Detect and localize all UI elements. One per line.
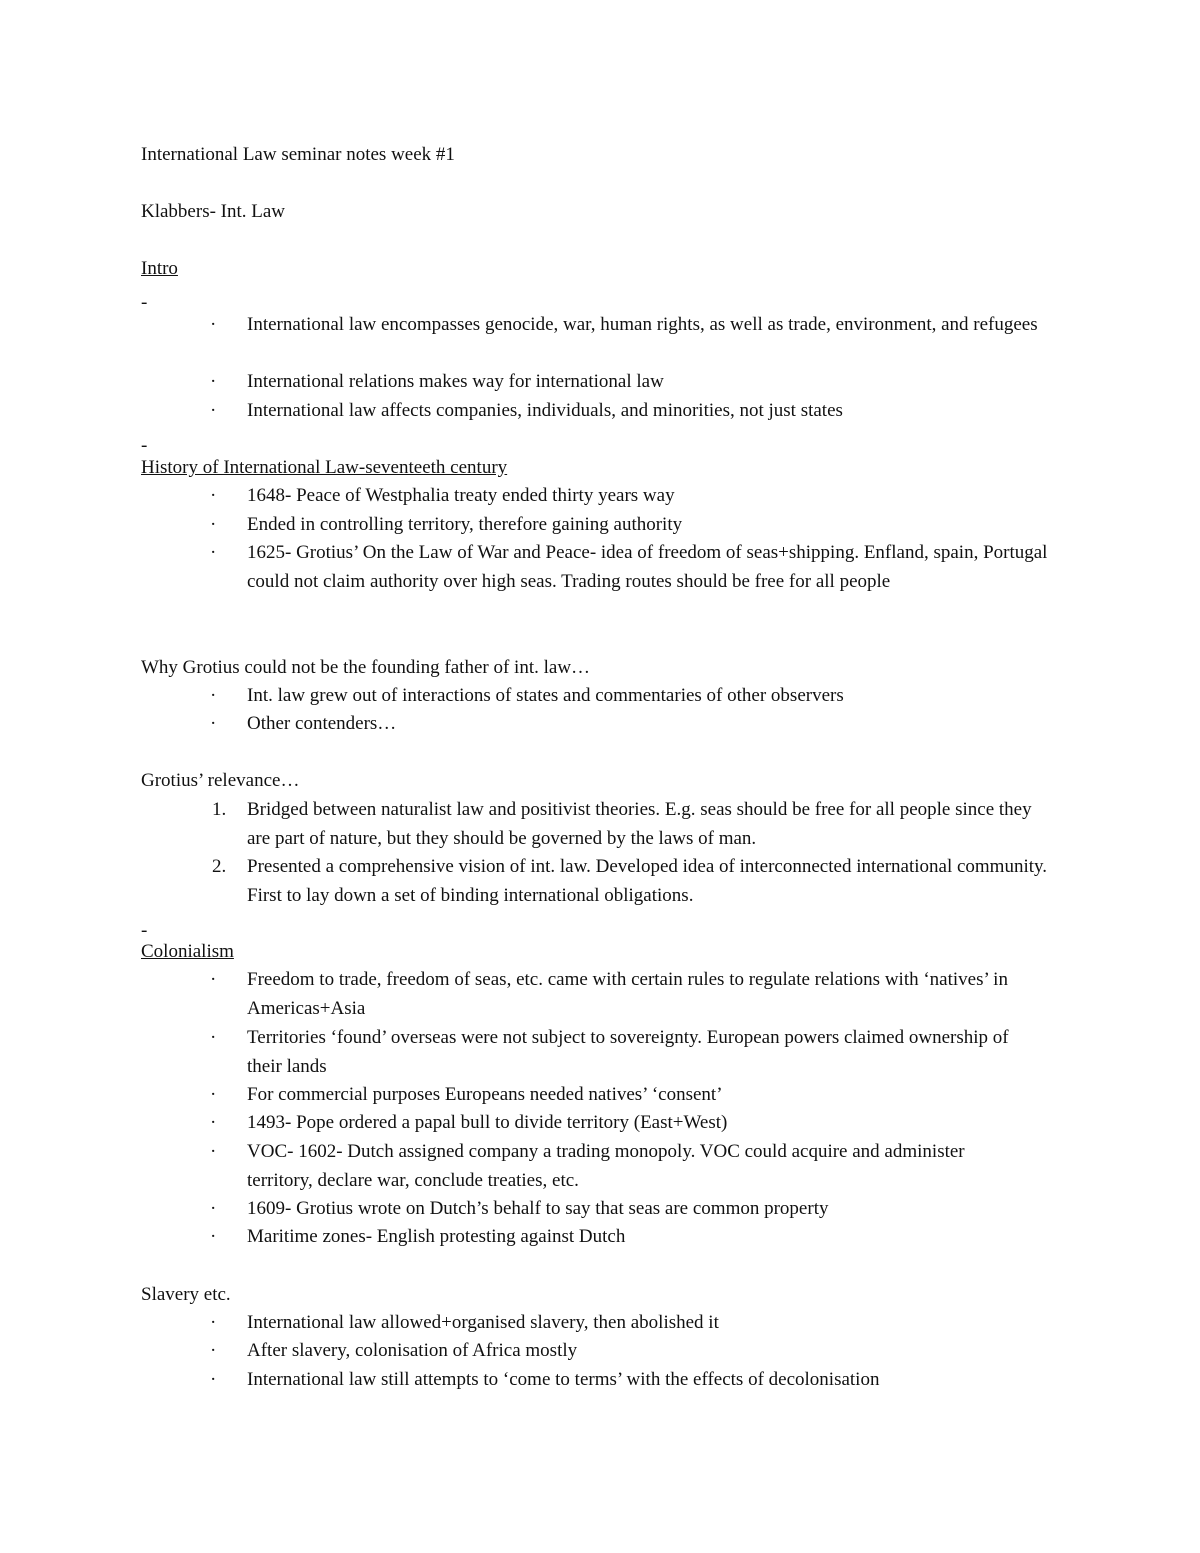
list-item: Ended in controlling territory, therefore gaining authority <box>247 514 683 535</box>
colonialism-dash: - <box>141 920 148 941</box>
list-item: After slavery, colonisation of Africa mostly <box>247 1340 578 1361</box>
list-item: Freedom to trade, freedom of seas, etc. came with certain rules to regulate relations with ‘natives’ in Americas+Asia <box>247 969 1008 1019</box>
list-item: 1493- Pope ordered a papal bull to divide territory (East+West) <box>247 1112 728 1133</box>
list-item: VOC- 1602- Dutch assigned company a trading monopoly. VOC could acquire and administer territory, declare war, conclude treaties, etc. <box>247 1141 965 1191</box>
bullet-icon: · <box>210 1340 217 1361</box>
list-number: 1. <box>212 799 227 820</box>
bullet-icon: · <box>210 1112 217 1133</box>
list-item: 1625- Grotius’ On the Law of War and Peace- idea of freedom of seas+shipping. Enfland, spain, Portugal could not claim authority over high seas. Trading routes should be free for all people <box>247 542 1048 592</box>
bullet-icon: · <box>210 713 217 734</box>
bullet-icon: · <box>210 371 217 392</box>
bullet-icon: · <box>210 1369 217 1390</box>
list-item: International law encompasses genocide, war, human rights, as well as trade, environment, and refugees <box>247 314 1038 335</box>
document-title: International Law seminar notes week #1 <box>141 144 455 165</box>
list-item: Other contenders… <box>247 713 397 734</box>
list-item: Presented a comprehensive vision of int. law. Developed idea of interconnected international community. First to lay down a set of binding international obligations. <box>247 856 1048 906</box>
list-item: Maritime zones- English protesting against Dutch <box>247 1226 626 1247</box>
why-grotius-heading: Why Grotius could not be the founding father of int. law… <box>141 657 591 678</box>
author-line: Klabbers- Int. Law <box>141 201 286 222</box>
bullet-icon: · <box>210 314 217 335</box>
slavery-heading: Slavery etc. <box>141 1284 231 1305</box>
bullet-icon: · <box>210 1084 217 1105</box>
bullet-icon: · <box>210 1226 217 1247</box>
list-item: International law allowed+organised slavery, then abolished it <box>247 1312 719 1333</box>
bullet-icon: · <box>210 1027 217 1048</box>
bullet-icon: · <box>210 485 217 506</box>
list-item: International law still attempts to ‘come to terms’ with the effects of decolonisation <box>247 1369 880 1390</box>
bullet-icon: · <box>210 969 217 990</box>
bullet-icon: · <box>210 514 217 535</box>
bullet-icon: · <box>210 542 217 563</box>
intro-dash: - <box>141 292 148 313</box>
list-item: Territories ‘found’ overseas were not subject to sovereignty. European powers claimed ownership of their lands <box>247 1027 1009 1077</box>
list-item: 1609- Grotius wrote on Dutch’s behalf to say that seas are common property <box>247 1198 829 1219</box>
list-item: International relations makes way for international law <box>247 371 664 392</box>
bullet-icon: · <box>210 685 217 706</box>
history-heading: History of International Law-seventeeth century <box>141 457 508 478</box>
list-item: For commercial purposes Europeans needed natives’ ‘consent’ <box>247 1084 723 1105</box>
colonialism-heading: Colonialism <box>141 941 234 962</box>
list-item: 1648- Peace of Westphalia treaty ended thirty years way <box>247 485 675 506</box>
list-item: International law affects companies, individuals, and minorities, not just states <box>247 400 843 421</box>
bullet-icon: · <box>210 1198 217 1219</box>
bullet-icon: · <box>210 400 217 421</box>
list-item: Int. law grew out of interactions of states and commentaries of other observers <box>247 685 844 706</box>
history-dash: - <box>141 435 148 456</box>
bullet-icon: · <box>210 1141 217 1162</box>
intro-heading: Intro <box>141 258 178 279</box>
list-number: 2. <box>212 856 227 877</box>
list-item: Bridged between naturalist law and positivist theories. E.g. seas should be free for all people since they are part of nature, but they should be governed by the laws of man. <box>247 799 1032 849</box>
bullet-icon: · <box>210 1312 217 1333</box>
relevance-heading: Grotius’ relevance… <box>141 770 300 791</box>
